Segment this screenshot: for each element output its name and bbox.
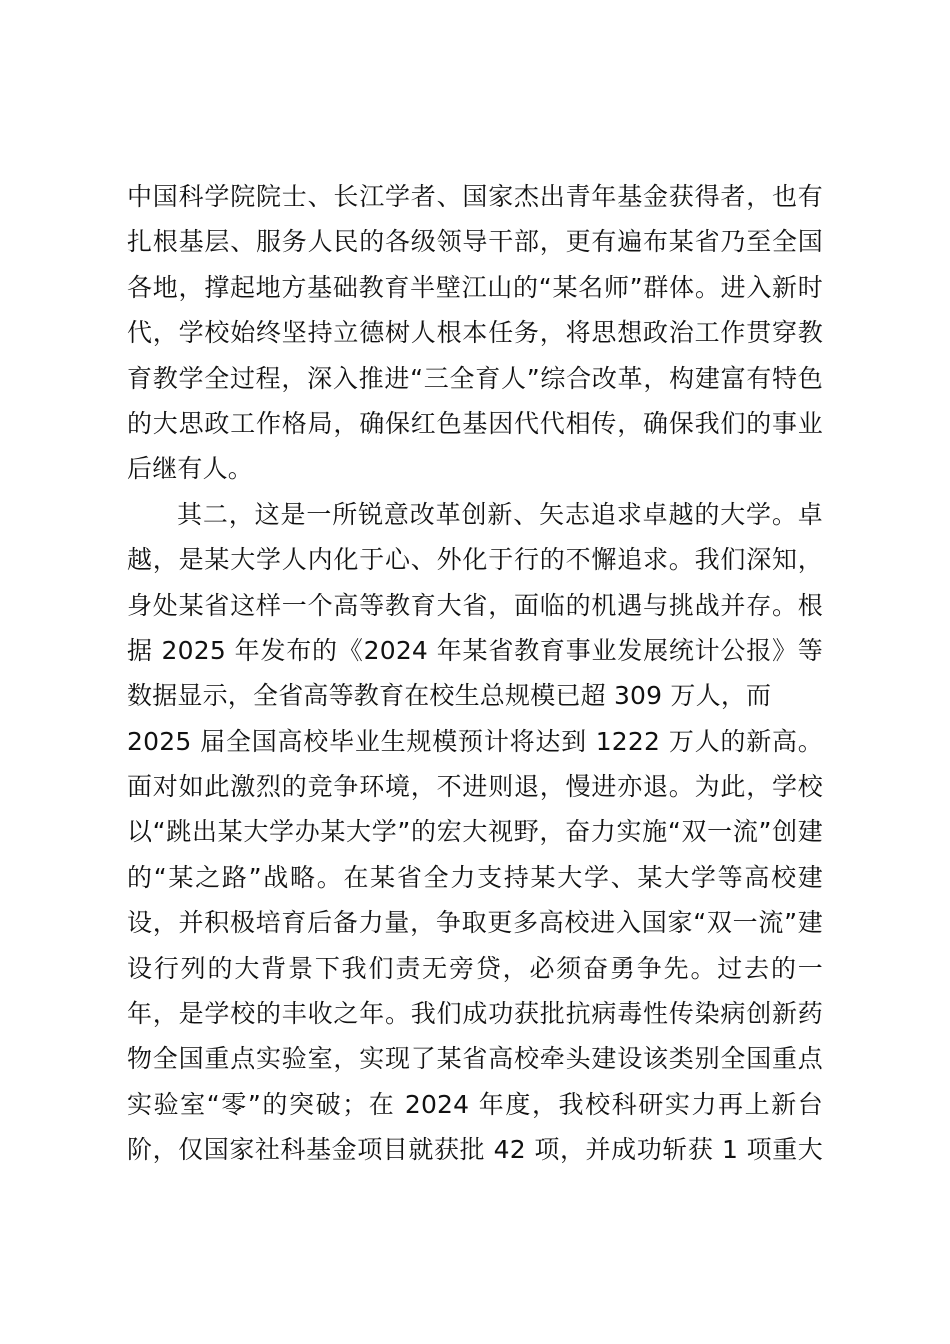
text-line: 年，是学校的丰收之年。我们成功获批抗病毒性传染病创新药	[127, 999, 823, 1029]
text-line: 后继有人。	[127, 454, 254, 484]
text-line: 数据显示，全省高等教育在校生总规模已超 309 万人，而	[127, 681, 772, 711]
text-line: 身处某省这样一个高等教育大省，面临的机遇与挑战并存。根	[127, 590, 823, 620]
text-line: 中国科学院院士、长江学者、国家杰出青年基金获得者，也有	[127, 182, 823, 211]
paragraph-2	[127, 492, 823, 1173]
body-text	[127, 174, 823, 1173]
text-line: 阶，仅国家社科基金项目就获批 42 项，并成功斩获 1 项重大	[127, 1135, 823, 1165]
text-line: 代，学校始终坚持立德树人根本任务，将思想政治工作贯穿教	[127, 318, 823, 348]
text-line: 设，并积极培育后备力量，争取更多高校进入国家“双一流”建	[127, 908, 823, 938]
text-line: 越，是某大学人内化于心、外化于行的不懈追求。我们深知，	[127, 545, 823, 575]
text-line: 据 2025 年发布的《2024 年某省教育事业发展统计公报》等	[127, 635, 823, 665]
text-line: 以“跳出某大学办某大学”的宏大视野，奋力实施“双一流”创建	[127, 817, 823, 847]
text-line: 各地，撑起地方基础教育半壁江山的“某名师”群体。进入新时	[127, 272, 823, 302]
text-line: 的大思政工作格局，确保红色基因代代相传，确保我们的事业	[127, 408, 823, 438]
text-line: 其二，这是一所锐意改革创新、矢志追求卓越的大学。卓	[177, 499, 823, 529]
text-line: 设行列的大背景下我们责无旁贷，必须奋勇争先。过去的一	[127, 953, 823, 983]
text-line: 2025 届全国高校毕业生规模预计将达到 1222 万人的新高。	[127, 726, 823, 756]
text-line: 育教学全过程，深入推进“三全育人”综合改革，构建富有特色	[127, 363, 823, 393]
text-line: 的“某之路”战略。在某省全力支持某大学、某大学等高校建	[127, 862, 823, 892]
text-line: 扎根基层、服务人民的各级领导干部，更有遍布某省乃至全国	[127, 227, 823, 257]
paragraph-1	[127, 174, 823, 492]
text-line: 物全国重点实验室，实现了某省高校牵头建设该类别全国重点	[127, 1044, 823, 1074]
text-line: 实验室“零”的突破；在 2024 年度，我校科研实力再上新台	[127, 1089, 823, 1119]
text-line: 面对如此激烈的竞争环境，不进则退，慢进亦退。为此，学校	[127, 772, 823, 802]
